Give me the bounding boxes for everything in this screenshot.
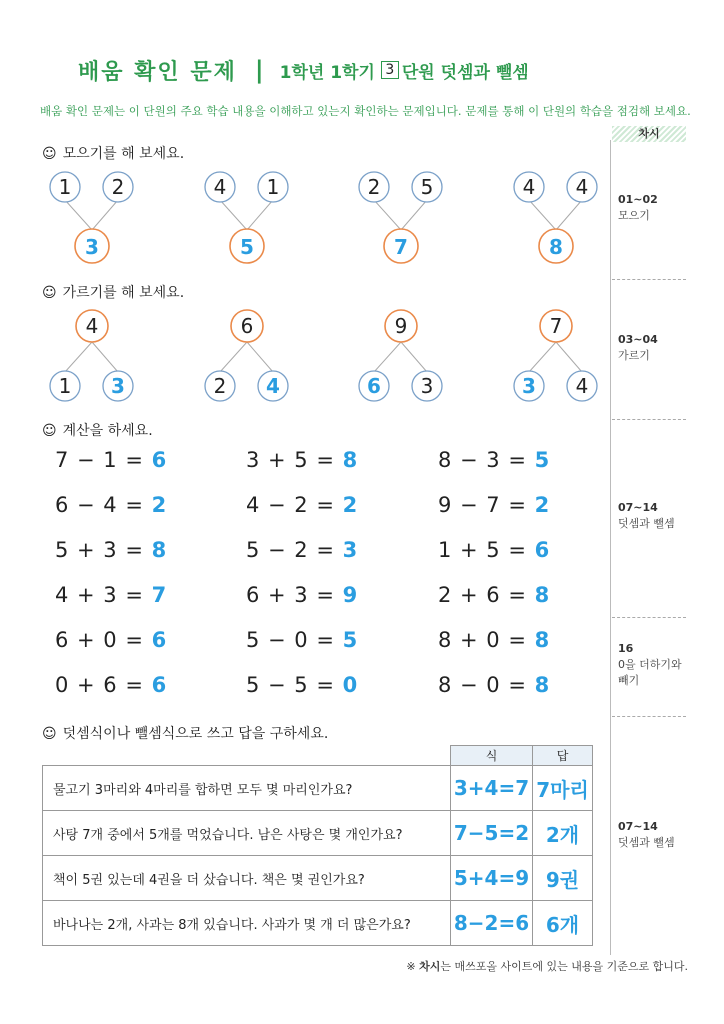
title-separator: | xyxy=(254,56,264,84)
combine-sum: 5 xyxy=(240,235,254,259)
smile-icon: ☺ xyxy=(42,423,57,439)
equation-answer: 7 xyxy=(151,583,168,607)
smile-icon: ☺ xyxy=(42,726,57,742)
equation: 3 + 5 = 8 xyxy=(246,448,359,472)
word-problem-table xyxy=(42,745,593,946)
combine-part-b: 2 xyxy=(111,175,125,199)
sidebar-item-5: 07~14 덧셈과 뺄셈 xyxy=(618,820,675,849)
equation: 6 + 3 = 9 xyxy=(246,583,359,607)
split-part-b: 4 xyxy=(575,374,589,398)
page-title: 배움 확인 문제 xyxy=(78,59,237,85)
split-group xyxy=(511,308,611,408)
split-group xyxy=(202,308,302,408)
smile-icon: ☺ xyxy=(42,285,57,301)
grade-label: 1학년 1학기 xyxy=(279,62,375,83)
split-total: 9 xyxy=(394,314,408,338)
formula-cell: 3+4=7 xyxy=(451,766,533,811)
split-part-b: 3 xyxy=(420,374,434,398)
equation-answer: 2 xyxy=(534,493,551,517)
question-cell: 물고기 3마리와 4마리를 합하면 모두 몇 마리인가요? xyxy=(43,766,451,811)
equation-answer: 8 xyxy=(534,628,551,652)
equation-answer: 8 xyxy=(534,583,551,607)
equation-answer: 8 xyxy=(342,448,359,472)
equation: 5 − 2 = 3 xyxy=(246,538,359,562)
equation-answer: 0 xyxy=(342,673,359,697)
footnote: ※ 차시는 매쓰포올 사이트에 있는 내용을 기준으로 합니다. xyxy=(406,960,688,973)
equation-answer: 8 xyxy=(534,673,551,697)
sidebar-separator xyxy=(612,716,686,717)
combine-group xyxy=(511,168,611,268)
equation: 7 − 1 = 6 xyxy=(55,448,168,472)
answer-cell: 9권 xyxy=(533,856,593,901)
equation-answer: 2 xyxy=(151,493,168,517)
split-total: 7 xyxy=(549,314,563,338)
split-part-a: 2 xyxy=(213,374,227,398)
equation-answer: 6 xyxy=(151,673,168,697)
section-4-title: ☺ 덧셈식이나 뺄셈식으로 쓰고 답을 구하세요. xyxy=(42,726,329,742)
equation: 2 + 6 = 8 xyxy=(438,583,551,607)
sidebar-header: 차시 xyxy=(612,126,686,142)
equation: 6 + 0 = 6 xyxy=(55,628,168,652)
split-group xyxy=(47,308,147,408)
equation-answer: 8 xyxy=(151,538,168,562)
equation: 4 − 2 = 2 xyxy=(246,493,359,517)
split-total: 4 xyxy=(85,314,99,338)
equation-answer: 6 xyxy=(151,448,168,472)
sidebar-item-4: 16 0을 더하기와 빼기 xyxy=(618,642,682,687)
equation-answer: 6 xyxy=(534,538,551,562)
table-row xyxy=(43,901,593,946)
combine-sum: 3 xyxy=(85,235,99,259)
unit-title: 단원 덧셈과 뺄셈 xyxy=(401,62,529,83)
split-part-a: 1 xyxy=(58,374,72,398)
combine-group xyxy=(47,168,147,268)
question-cell: 책이 5권 있는데 4권을 더 샀습니다. 책은 몇 권인가요? xyxy=(43,856,451,901)
page-header xyxy=(78,52,529,88)
answer-cell: 2개 xyxy=(533,811,593,856)
split-part-b: 3 xyxy=(111,374,125,398)
equation-answer: 6 xyxy=(151,628,168,652)
split-part-b: 4 xyxy=(266,374,280,398)
combine-part-b: 5 xyxy=(420,175,434,199)
equation: 5 − 5 = 0 xyxy=(246,673,359,697)
equation: 0 + 6 = 6 xyxy=(55,673,168,697)
equation: 5 + 3 = 8 xyxy=(55,538,168,562)
combine-part-a: 1 xyxy=(58,175,72,199)
combine-part-a: 2 xyxy=(367,175,381,199)
section-3-title: ☺ 계산을 하세요. xyxy=(42,423,153,439)
equation: 1 + 5 = 6 xyxy=(438,538,551,562)
combine-part-b: 1 xyxy=(266,175,280,199)
equation-answer: 9 xyxy=(342,583,359,607)
section-2-title: ☺ 가르기를 해 보세요. xyxy=(42,285,185,301)
combine-part-a: 4 xyxy=(522,175,536,199)
sidebar-item-2: 03~04 가르기 xyxy=(618,333,658,362)
sidebar-separator xyxy=(612,419,686,420)
equation: 8 − 3 = 5 xyxy=(438,448,551,472)
formula-cell: 7−5=2 xyxy=(451,811,533,856)
combine-sum: 8 xyxy=(549,235,563,259)
intro-text: 배움 확인 문제는 이 단원의 주요 학습 내용을 이해하고 있는지 확인하는 문제입니다. 문제를 통해 이 단원의 학습을 점검해 보세요. xyxy=(40,104,691,118)
question-cell: 바나나는 2개, 사과는 8개 있습니다. 사과가 몇 개 더 많은가요? xyxy=(43,901,451,946)
question-cell: 사탕 7개 중에서 5개를 먹었습니다. 남은 사탕은 몇 개인가요? xyxy=(43,811,451,856)
section-1-title: ☺ 모으기를 해 보세요. xyxy=(42,146,185,162)
equation-answer: 5 xyxy=(342,628,359,652)
equation-answer: 5 xyxy=(534,448,551,472)
combine-part-a: 4 xyxy=(213,175,227,199)
unit-number: 3 xyxy=(381,61,399,79)
formula-cell: 8−2=6 xyxy=(451,901,533,946)
equation: 4 + 3 = 7 xyxy=(55,583,168,607)
combine-group xyxy=(356,168,456,268)
split-part-a: 6 xyxy=(367,374,381,398)
table-row xyxy=(43,811,593,856)
split-total: 6 xyxy=(240,314,254,338)
formula-cell: 5+4=9 xyxy=(451,856,533,901)
combine-sum: 7 xyxy=(394,235,408,259)
sidebar-item-1: 01~02 모으기 xyxy=(618,193,658,222)
sidebar-separator xyxy=(612,617,686,618)
answer-header: 답 xyxy=(533,746,593,766)
formula-header: 식 xyxy=(451,746,533,766)
split-group xyxy=(356,308,456,408)
equation: 8 + 0 = 8 xyxy=(438,628,551,652)
sidebar-item-3: 07~14 덧셈과 뺄셈 xyxy=(618,501,675,530)
combine-part-b: 4 xyxy=(575,175,589,199)
answer-cell: 6개 xyxy=(533,901,593,946)
equation: 6 − 4 = 2 xyxy=(55,493,168,517)
combine-group xyxy=(202,168,302,268)
equation-answer: 3 xyxy=(342,538,359,562)
equation: 5 − 0 = 5 xyxy=(246,628,359,652)
table-row xyxy=(43,766,593,811)
sidebar-separator xyxy=(612,279,686,280)
equation: 9 − 7 = 2 xyxy=(438,493,551,517)
equation: 8 − 0 = 8 xyxy=(438,673,551,697)
equation-answer: 2 xyxy=(342,493,359,517)
split-part-a: 3 xyxy=(522,374,536,398)
table-row xyxy=(43,856,593,901)
answer-cell: 7마리 xyxy=(533,766,593,811)
smile-icon: ☺ xyxy=(42,146,57,162)
